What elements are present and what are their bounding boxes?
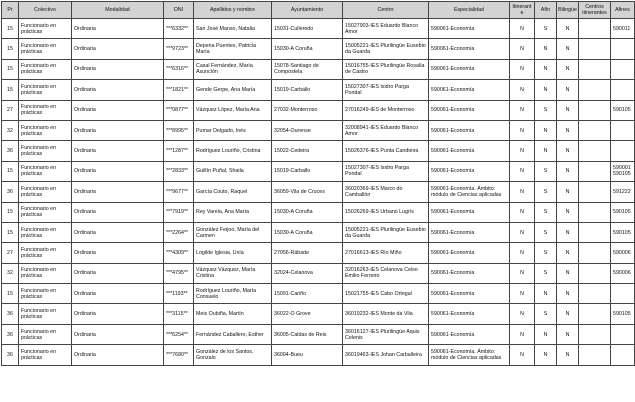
cell-centro: 27016613-IES Río Miño xyxy=(343,243,429,263)
cell-modalidad: Ordinaria xyxy=(72,161,164,181)
cell-centros-itinerantes xyxy=(579,202,611,222)
cell-afines: 590006 xyxy=(611,263,635,283)
cell-colectivo: Funcionario en prácticas xyxy=(19,222,72,242)
cell-bilingue: N xyxy=(557,284,579,304)
cell-dni: ***2264** xyxy=(164,222,194,242)
table-row xyxy=(2,304,635,324)
cell-dni: ***6316** xyxy=(164,59,194,79)
cell-centros-itinerantes xyxy=(579,59,611,79)
cell-centro: 36019232-IES Monte da Vila xyxy=(343,304,429,324)
cell-afin: N xyxy=(535,324,557,344)
cell-ayuntamiento: 15031-Culleredo xyxy=(272,19,343,39)
cell-colectivo: Funcionario en prácticas xyxy=(19,202,72,222)
table-row xyxy=(2,39,635,59)
cell-dni: ***0877** xyxy=(164,100,194,120)
table-row xyxy=(2,141,635,161)
cell-bilingue: N xyxy=(557,243,579,263)
cell-bilingue: N xyxy=(557,263,579,283)
cell-colectivo: Funcionario en prácticas xyxy=(19,324,72,344)
cell-centros-itinerantes xyxy=(579,100,611,120)
cell-centro: 15005221-IES Plurilingüe Eusebio da Guarda xyxy=(343,39,429,59)
cell-ayuntamiento: 32054-Ourense xyxy=(272,120,343,140)
cell-colectivo: Funcionario en prácticas xyxy=(19,304,72,324)
cell-pr: 36 xyxy=(2,304,19,324)
cell-nombre: García Couto, Raquel xyxy=(194,182,272,202)
cell-afin: S xyxy=(535,222,557,242)
cell-dni: ***2833** xyxy=(164,161,194,181)
cell-bilingue: N xyxy=(557,324,579,344)
cell-especialidad: 590061-Economía xyxy=(429,100,510,120)
cell-modalidad: Ordinaria xyxy=(72,345,164,365)
cell-colectivo: Funcionario en prácticas xyxy=(19,59,72,79)
table-row xyxy=(2,161,635,181)
header-cell: Centros itinerantes xyxy=(579,2,611,19)
cell-itinerante: N xyxy=(510,243,535,263)
cell-ayuntamiento: 15030-A Coruña xyxy=(272,39,343,59)
header-cell: Especialidad xyxy=(429,2,510,19)
cell-afin: S xyxy=(535,19,557,39)
assignments-table xyxy=(1,1,635,366)
header-cell: Apellidos y nombre xyxy=(194,2,272,19)
cell-itinerante: N xyxy=(510,100,535,120)
cell-pr: 15 xyxy=(2,222,19,242)
cell-dni: ***3115** xyxy=(164,304,194,324)
cell-ayuntamiento: 15030-A Coruña xyxy=(272,222,343,242)
header-cell: Centro xyxy=(343,2,429,19)
cell-itinerante: N xyxy=(510,345,535,365)
cell-itinerante: N xyxy=(510,182,535,202)
cell-especialidad: 590061-Economía xyxy=(429,284,510,304)
cell-pr: 27 xyxy=(2,100,19,120)
cell-afines: 590105 xyxy=(611,202,635,222)
cell-itinerante: N xyxy=(510,141,535,161)
cell-modalidad: Ordinaria xyxy=(72,222,164,242)
cell-itinerante: N xyxy=(510,120,535,140)
cell-afin: S xyxy=(535,304,557,324)
cell-bilingue: N xyxy=(557,141,579,161)
cell-colectivo: Funcionario en prácticas xyxy=(19,39,72,59)
cell-nombre: Logilde Iglesia, Uxía xyxy=(194,243,272,263)
cell-centros-itinerantes xyxy=(579,80,611,100)
cell-pr: 15 xyxy=(2,80,19,100)
cell-especialidad: 590061-Economía xyxy=(429,324,510,344)
cell-pr: 36 xyxy=(2,141,19,161)
cell-nombre: Rey Varela, Ana María xyxy=(194,202,272,222)
cell-modalidad: Ordinaria xyxy=(72,202,164,222)
cell-especialidad: 590061-Economía xyxy=(429,120,510,140)
cell-centros-itinerantes xyxy=(579,141,611,161)
cell-afines: 590105 xyxy=(611,222,635,242)
cell-pr: 32 xyxy=(2,263,19,283)
cell-afin: S xyxy=(535,263,557,283)
cell-centros-itinerantes xyxy=(579,39,611,59)
cell-modalidad: Ordinaria xyxy=(72,324,164,344)
cell-afines: 590105 xyxy=(611,304,635,324)
header-cell: Itinerante xyxy=(510,2,535,19)
cell-centro: 15027307-IES Isidro Parga Pondal xyxy=(343,80,429,100)
cell-itinerante: N xyxy=(510,39,535,59)
cell-colectivo: Funcionario en prácticas xyxy=(19,80,72,100)
cell-ayuntamiento: 36022-O Grove xyxy=(272,304,343,324)
cell-bilingue: N xyxy=(557,39,579,59)
cell-modalidad: Ordinaria xyxy=(72,120,164,140)
cell-pr: 27 xyxy=(2,243,19,263)
table-row xyxy=(2,19,635,39)
cell-afin: N xyxy=(535,39,557,59)
cell-nombre: Fernández Caballero, Esther xyxy=(194,324,272,344)
cell-bilingue: N xyxy=(557,59,579,79)
cell-afin: S xyxy=(535,202,557,222)
cell-centro: 15027903-IES Eduardo Blanco Amor xyxy=(343,19,429,39)
cell-centros-itinerantes xyxy=(579,222,611,242)
cell-centro: 32008941-IES Eduardo Blanco Amor xyxy=(343,120,429,140)
cell-itinerante: N xyxy=(510,284,535,304)
cell-ayuntamiento: 15022-Cedeira xyxy=(272,141,343,161)
cell-especialidad: 590061-Economía. Ámbito: módulo de Ciencias aplicadas xyxy=(429,345,510,365)
cell-nombre: Meis Oubiña, Martín xyxy=(194,304,272,324)
cell-pr: 36 xyxy=(2,324,19,344)
cell-nombre: Vázquez López, María Ana xyxy=(194,100,272,120)
cell-pr: 15 xyxy=(2,39,19,59)
cell-ayuntamiento: 32024-Celanova xyxy=(272,263,343,283)
cell-modalidad: Ordinaria xyxy=(72,304,164,324)
table-row xyxy=(2,243,635,263)
cell-itinerante: N xyxy=(510,161,535,181)
header-cell: Ayuntamiento xyxy=(272,2,343,19)
cell-centro: 36020369-IES Marco do Camballón xyxy=(343,182,429,202)
cell-modalidad: Ordinaria xyxy=(72,39,164,59)
cell-centros-itinerantes xyxy=(579,243,611,263)
cell-especialidad: 590061-Economía. Ámbito: módulo de Ciencias aplicadas xyxy=(429,182,510,202)
cell-pr: 32 xyxy=(2,120,19,140)
cell-dni: ***9723** xyxy=(164,39,194,59)
cell-modalidad: Ordinaria xyxy=(72,243,164,263)
cell-centro: 27016249-IES de Monterroso xyxy=(343,100,429,120)
cell-itinerante: N xyxy=(510,202,535,222)
cell-colectivo: Funcionario en prácticas xyxy=(19,243,72,263)
cell-especialidad: 590061-Economía xyxy=(429,263,510,283)
cell-centro: 36019463-IES Johan Carballeira xyxy=(343,345,429,365)
table-body xyxy=(2,19,635,366)
cell-ayuntamiento: 15019-Carballo xyxy=(272,161,343,181)
cell-modalidad: Ordinaria xyxy=(72,19,164,39)
cell-afin: N xyxy=(535,284,557,304)
cell-pr: 15 xyxy=(2,284,19,304)
cell-nombre: Pumar Delgado, Inés xyxy=(194,120,272,140)
cell-nombre: Guillín Puñal, Shaila xyxy=(194,161,272,181)
cell-centros-itinerantes xyxy=(579,120,611,140)
cell-modalidad: Ordinaria xyxy=(72,182,164,202)
cell-especialidad: 590061-Economía xyxy=(429,19,510,39)
table-row xyxy=(2,263,635,283)
table-row xyxy=(2,284,635,304)
cell-afines xyxy=(611,345,635,365)
cell-modalidad: Ordinaria xyxy=(72,141,164,161)
cell-dni: ***1821** xyxy=(164,80,194,100)
table-row xyxy=(2,222,635,242)
table-row xyxy=(2,182,635,202)
cell-especialidad: 590061-Economía xyxy=(429,202,510,222)
cell-afines xyxy=(611,324,635,344)
cell-centro: 32016263-IES Celanova Celso Emilio Ferreiro xyxy=(343,263,429,283)
cell-afines: 590001 590105 xyxy=(611,161,635,181)
cell-colectivo: Funcionario en prácticas xyxy=(19,19,72,39)
cell-nombre: Vázquez Vázquez, María Cristina xyxy=(194,263,272,283)
cell-dni: ***6332** xyxy=(164,19,194,39)
cell-colectivo: Funcionario en prácticas xyxy=(19,263,72,283)
cell-pr: 15 xyxy=(2,59,19,79)
cell-centros-itinerantes xyxy=(579,284,611,304)
cell-ayuntamiento: 27032-Monterroso xyxy=(272,100,343,120)
cell-ayuntamiento: 36005-Caldas de Reis xyxy=(272,324,343,344)
cell-bilingue: N xyxy=(557,345,579,365)
cell-nombre: San José Manso, Natalia xyxy=(194,19,272,39)
cell-modalidad: Ordinaria xyxy=(72,59,164,79)
cell-afines xyxy=(611,141,635,161)
cell-bilingue: N xyxy=(557,161,579,181)
cell-ayuntamiento: 15078-Santiago de Compostela xyxy=(272,59,343,79)
cell-colectivo: Funcionario en prácticas xyxy=(19,182,72,202)
table-row xyxy=(2,324,635,344)
cell-centros-itinerantes xyxy=(579,19,611,39)
cell-especialidad: 590061-Economía xyxy=(429,59,510,79)
cell-itinerante: N xyxy=(510,263,535,283)
cell-centros-itinerantes xyxy=(579,182,611,202)
cell-afines: 590105 xyxy=(611,100,635,120)
cell-centro: 36016127-IES Plurilingüe Aquis Celenis xyxy=(343,324,429,344)
cell-bilingue: N xyxy=(557,182,579,202)
table-row xyxy=(2,345,635,365)
cell-centros-itinerantes xyxy=(579,324,611,344)
cell-itinerante: N xyxy=(510,19,535,39)
cell-nombre: González Feijoo, María del Carmen xyxy=(194,222,272,242)
cell-afines: 590011 xyxy=(611,19,635,39)
cell-afines xyxy=(611,120,635,140)
cell-afines xyxy=(611,284,635,304)
cell-afin: N xyxy=(535,120,557,140)
cell-dni: ***4795** xyxy=(164,263,194,283)
cell-centro: 15016755-IES Plurilingüe Rosalía de Castro xyxy=(343,59,429,79)
cell-pr: 15 xyxy=(2,202,19,222)
cell-pr: 15 xyxy=(2,161,19,181)
cell-centro: 15027307-IES Isidro Parga Pondal xyxy=(343,161,429,181)
header-cell: Afines xyxy=(611,2,635,19)
table-row xyxy=(2,202,635,222)
cell-centros-itinerantes xyxy=(579,161,611,181)
header-cell: Pr xyxy=(2,2,19,19)
cell-afin: S xyxy=(535,100,557,120)
cell-modalidad: Ordinaria xyxy=(72,80,164,100)
header-cell: Colectivo xyxy=(19,2,72,19)
table-row xyxy=(2,59,635,79)
header-cell: Modalidad xyxy=(72,2,164,19)
cell-afin: N xyxy=(535,59,557,79)
header-cell: Afín xyxy=(535,2,557,19)
cell-dni: ***9677** xyxy=(164,182,194,202)
cell-especialidad: 590061-Economía xyxy=(429,141,510,161)
cell-nombre: Casal Fernández, María Asunción xyxy=(194,59,272,79)
cell-pr: 36 xyxy=(2,182,19,202)
cell-colectivo: Funcionario en prácticas xyxy=(19,120,72,140)
cell-bilingue: N xyxy=(557,222,579,242)
cell-bilingue: N xyxy=(557,100,579,120)
cell-afines xyxy=(611,39,635,59)
cell-ayuntamiento: 36004-Bueu xyxy=(272,345,343,365)
cell-especialidad: 590061-Economía xyxy=(429,161,510,181)
cell-centro: 15021755-IES Cabo Ortegal xyxy=(343,284,429,304)
cell-nombre: González de los Santos, Gonzalo xyxy=(194,345,272,365)
header-row xyxy=(2,2,635,19)
table-row xyxy=(2,120,635,140)
cell-dni: ***1193** xyxy=(164,284,194,304)
cell-centros-itinerantes xyxy=(579,345,611,365)
cell-modalidad: Ordinaria xyxy=(72,284,164,304)
cell-itinerante: N xyxy=(510,304,535,324)
cell-nombre: Rodríguez Louriño, Cristina xyxy=(194,141,272,161)
cell-ayuntamiento: 15030-A Coruña xyxy=(272,202,343,222)
cell-especialidad: 590061-Economía xyxy=(429,39,510,59)
cell-bilingue: N xyxy=(557,304,579,324)
cell-pr: 15 xyxy=(2,19,19,39)
cell-dni: ***1287** xyxy=(164,141,194,161)
cell-colectivo: Funcionario en prácticas xyxy=(19,284,72,304)
cell-bilingue: N xyxy=(557,80,579,100)
cell-colectivo: Funcionario en prácticas xyxy=(19,345,72,365)
table-row xyxy=(2,80,635,100)
cell-pr: 36 xyxy=(2,345,19,365)
cell-centros-itinerantes xyxy=(579,304,611,324)
cell-nombre: Rodríguez Louriño, María Consuelo xyxy=(194,284,272,304)
cell-centros-itinerantes xyxy=(579,263,611,283)
cell-modalidad: Ordinaria xyxy=(72,100,164,120)
cell-itinerante: N xyxy=(510,222,535,242)
cell-colectivo: Funcionario en prácticas xyxy=(19,100,72,120)
cell-dni: ***4309** xyxy=(164,243,194,263)
cell-bilingue: N xyxy=(557,120,579,140)
cell-afines xyxy=(611,59,635,79)
cell-afin: S xyxy=(535,161,557,181)
cell-especialidad: 590061-Economía xyxy=(429,222,510,242)
cell-afines xyxy=(611,80,635,100)
cell-afin: N xyxy=(535,141,557,161)
cell-dni: ***7919** xyxy=(164,202,194,222)
cell-dni: ***8995** xyxy=(164,120,194,140)
cell-afin: N xyxy=(535,345,557,365)
cell-ayuntamiento: 27056-Rábade xyxy=(272,243,343,263)
header-cell: Bilingüe xyxy=(557,2,579,19)
cell-modalidad: Ordinaria xyxy=(72,263,164,283)
cell-colectivo: Funcionario en prácticas xyxy=(19,161,72,181)
cell-itinerante: N xyxy=(510,324,535,344)
cell-especialidad: 590061-Economía xyxy=(429,243,510,263)
cell-centro: 15026269-IES Urbano Lugrís xyxy=(343,202,429,222)
cell-afin: N xyxy=(535,80,557,100)
cell-ayuntamiento: 15019-Carballo xyxy=(272,80,343,100)
cell-nombre: Depena Puentes, Patricia María xyxy=(194,39,272,59)
cell-ayuntamiento: 15091-Cariño xyxy=(272,284,343,304)
cell-bilingue: N xyxy=(557,202,579,222)
cell-afines: 590006 xyxy=(611,243,635,263)
cell-afines: 591222 xyxy=(611,182,635,202)
cell-ayuntamiento: 36059-Vila de Cruces xyxy=(272,182,343,202)
cell-centro: 15005221-IES Plurilingüe Eusebio da Guarda xyxy=(343,222,429,242)
cell-afin: S xyxy=(535,243,557,263)
cell-dni: ***6254** xyxy=(164,324,194,344)
cell-dni: ***7680** xyxy=(164,345,194,365)
cell-colectivo: Funcionario en prácticas xyxy=(19,141,72,161)
cell-afin: S xyxy=(535,182,557,202)
cell-nombre: Gende Gerpe, Ana María xyxy=(194,80,272,100)
cell-itinerante: N xyxy=(510,59,535,79)
header-cell: DNI xyxy=(164,2,194,19)
cell-bilingue: N xyxy=(557,19,579,39)
cell-itinerante: N xyxy=(510,80,535,100)
cell-centro: 15026376-IES Punta Candieira xyxy=(343,141,429,161)
table-row xyxy=(2,100,635,120)
cell-especialidad: 590061-Economía xyxy=(429,304,510,324)
cell-especialidad: 590061-Economía xyxy=(429,80,510,100)
